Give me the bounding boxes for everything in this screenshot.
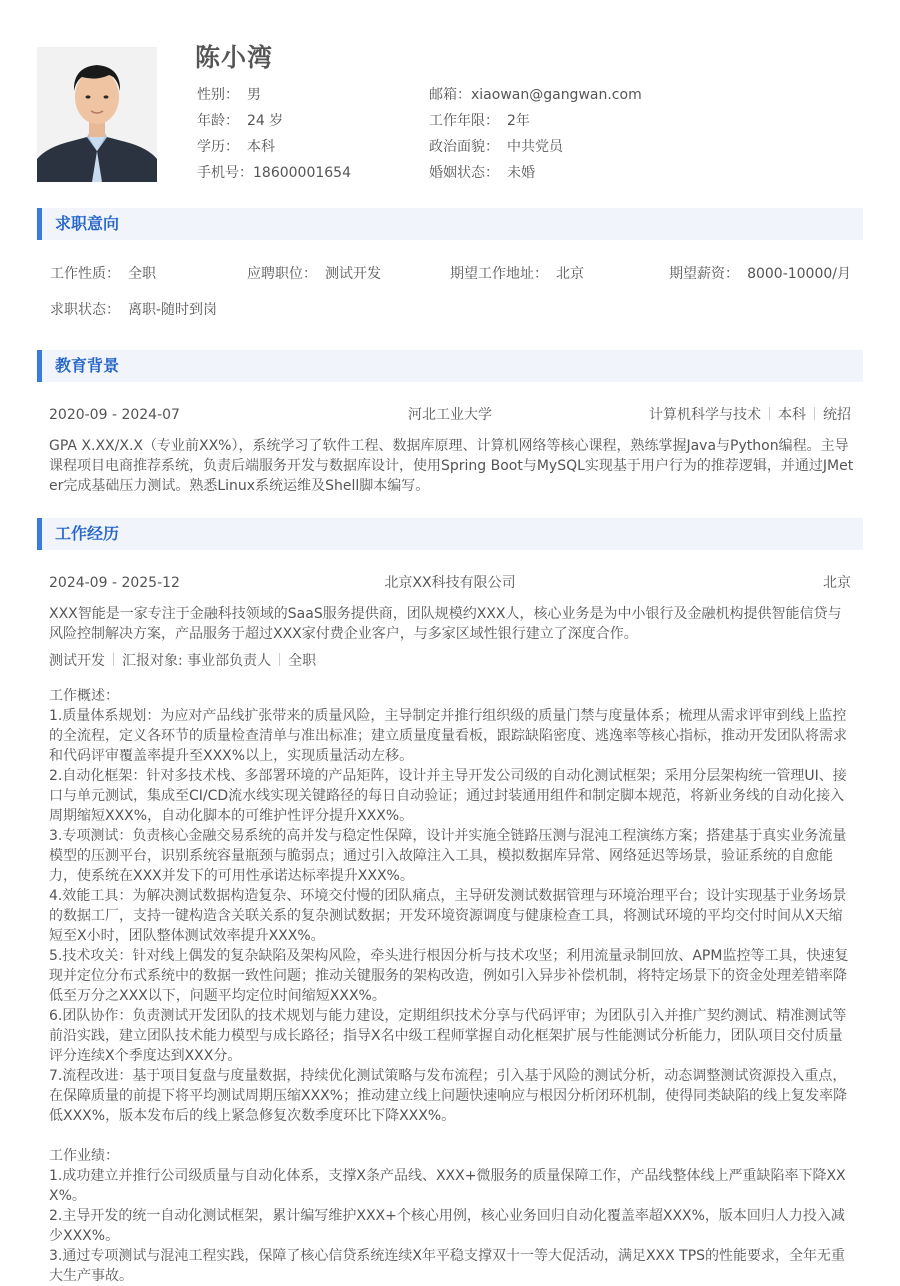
section-accent xyxy=(37,518,42,550)
education-details xyxy=(649,406,851,424)
education-description: GPA X.XX/X.X（专业前XX%），系统学习了软件工程、数据库原理、计算机网络等核心课程，熟练掌握Java与Python编程。主导课程项目电商推荐系统，负责后端服务开发与数据库设计，使用Spring Boot与MySQL实现基于用户行为的推荐逻辑，并通过JMeter完成基础压力测试。熟悉Linux系统运维及Shell脚本编写。 xyxy=(49,438,854,494)
achievement-item: 2.主导开发的统一自动化测试框架，累计编写维护XXX+个核心用例，核心业务回归自动化覆盖率超XXX%，版本回归人力投入减少XXX%。 xyxy=(49,1208,845,1244)
work-report-to: 汇报对象: 事业部负责人 xyxy=(122,653,272,669)
section-header-intention xyxy=(37,208,863,240)
achievements-title: 工作业绩： xyxy=(49,1148,119,1164)
job-salary-value: 8000-10000/月 xyxy=(747,266,851,282)
phone-field xyxy=(197,164,351,182)
political-value: 中共党员 xyxy=(507,139,563,155)
work-company xyxy=(0,574,900,592)
email-field xyxy=(429,86,642,104)
job-salary-label: 期望薪资： xyxy=(669,266,740,282)
work-role: 测试开发 xyxy=(49,653,105,669)
divider xyxy=(814,407,815,420)
overview-item: 5.技术攻关：针对线上偶发的复杂缺陷及架构风险，牵头进行根因分析与技术攻坚；利用流量录制回放、APM监控等工具，快速复现并定位分布式系统中的数据一致性问题；推动关键服务的架构改造，例如引入异步补偿机制，将特定场景下的资金处理差错率降低至万分之XXX以下，问题平均定位时间缩短XXX%。 xyxy=(49,948,849,1004)
gender-label: 性别： xyxy=(197,87,239,103)
overview-item: 7.流程改进：基于项目复盘与度量数据，持续优化测试策略与发布流程；引入基于风险的测试分析，动态调整测试资源投入重点，在保障质量的前提下将平均测试周期压缩XXX%；推动建立线上问题快速响应与根因分析闭环机制，使得同类缺陷的线上复发率降低XXX%，版本发布后的线上紧急修复次数季度环比下降XXX%。 xyxy=(49,1068,848,1124)
work-employment: 全职 xyxy=(288,653,317,669)
achievement-item: 1.成功建立并推行公司级质量与自动化体系，支撑X条产品线、XXX+微服务的质量保障工作，产品线整体线上严重缺陷率下降XXX%。 xyxy=(49,1168,846,1204)
work-city: 北京 xyxy=(823,575,851,591)
job-salary xyxy=(669,265,851,283)
education-value: 本科 xyxy=(247,139,275,155)
job-location-label: 期望工作地址： xyxy=(450,266,548,282)
marital-value: 未婚 xyxy=(507,165,535,181)
section-accent xyxy=(37,208,42,240)
work-period: 2024-09 - 2025-12 xyxy=(49,575,180,591)
job-position xyxy=(247,265,381,283)
email-value: xiaowan@gangwan.com xyxy=(471,87,642,103)
phone-label: 手机号： xyxy=(197,165,253,181)
gender-field xyxy=(197,86,261,104)
job-location-value: 北京 xyxy=(556,266,584,282)
job-position-label: 应聘职位： xyxy=(247,266,317,282)
education-degree: 本科 xyxy=(778,407,806,423)
job-location xyxy=(450,265,584,283)
email-label: 邮箱： xyxy=(429,87,471,103)
years-label: 工作年限： xyxy=(429,113,499,129)
education-label: 学历： xyxy=(197,139,239,155)
spacer xyxy=(49,1126,854,1146)
section-title: 教育背景 xyxy=(55,356,120,375)
work-overview xyxy=(49,686,854,1286)
company-intro: XXX智能是一家专注于金融科技领域的SaaS服务提供商，团队规模约XXX人，核心业务是为中小银行及金融机构提供智能信贷与风险控制解决方案，产品服务于超过XXX家付费企业客户，与多家区域性银行建立了深度合作。 xyxy=(49,606,842,642)
political-label: 政治面貌： xyxy=(429,139,499,155)
job-status xyxy=(50,301,217,319)
work-tags xyxy=(49,652,316,670)
candidate-name: 陈小湾 xyxy=(195,43,274,72)
phone-value: 18600001654 xyxy=(253,165,351,181)
overview-title: 工作概述： xyxy=(49,688,119,704)
overview-item: 3.专项测试：负责核心金融交易系统的高并发与稳定性保障，设计并实施全链路压测与混沌工程演练方案；搭建基于真实业务流量模型的压测平台，识别系统容量瓶颈与脆弱点；通过引入故障注入工具，模拟数据库异常、网络延迟等场景，验证系统的自愈能力，使系统在XXX并发下的可用性承诺达标率提升XXX%。 xyxy=(49,828,847,884)
years-field xyxy=(429,112,530,130)
education-field xyxy=(197,138,275,156)
section-header-work xyxy=(37,518,863,550)
education-school-name: 河北工业大学 xyxy=(408,407,492,423)
overview-item: 4.效能工具：为解决测试数据构造复杂、环境交付慢的团队痛点，主导研发测试数据管理与环境治理平台；设计实现基于业务场景的数据工厂，支持一键构造含关联关系的复杂测试数据；开发环境资源调度与健康检查工具，将测试环境的平均交付时间从X天缩短至X小时，团队整体测试效率提升XXX%。 xyxy=(49,888,847,944)
education-period: 2020-09 - 2024-07 xyxy=(49,407,180,423)
work-company-name: 北京XX科技有限公司 xyxy=(384,575,516,591)
gender-value: 男 xyxy=(247,87,261,103)
divider xyxy=(113,653,114,666)
job-nature-label: 工作性质： xyxy=(50,266,120,282)
marital-field xyxy=(429,164,535,182)
section-accent xyxy=(37,350,42,382)
job-nature-value: 全职 xyxy=(128,266,156,282)
achievement-item: 3.通过专项测试与混沌工程实践，保障了核心信贷系统连续X年平稳支撑双十一等大促活动，满足XXX TPS的性能要求，全年无重大生产事故。 xyxy=(49,1248,846,1284)
education-type: 统招 xyxy=(823,407,851,423)
portrait-photo xyxy=(37,47,157,182)
job-nature xyxy=(50,265,156,283)
job-position-value: 测试开发 xyxy=(325,266,381,282)
divider xyxy=(279,653,280,666)
overview-item: 2.自动化框架：针对多技术栈、多部署环境的产品矩阵，设计并主导开发公司级的自动化测试框架；采用分层架构统一管理UI、接口与单元测试，集成至CI/CD流水线实现关键路径的每日自动验证；通过封装通用组件和制定脚本规范，将新业务线的自动化接入周期缩短XXX%，自动化脚本的可维护性评分提升XXX%。 xyxy=(49,768,847,824)
age-value: 24 岁 xyxy=(247,113,284,129)
political-field xyxy=(429,138,563,156)
age-field xyxy=(197,112,283,130)
education-major: 计算机科学与技术 xyxy=(649,407,761,423)
years-value: 2年 xyxy=(507,113,530,129)
job-status-value: 离职-随时到岗 xyxy=(128,302,218,318)
section-title: 求职意向 xyxy=(55,214,120,233)
divider xyxy=(769,407,770,420)
job-status-label: 求职状态： xyxy=(50,302,120,318)
section-title: 工作经历 xyxy=(55,524,120,543)
section-header-education xyxy=(37,350,863,382)
marital-label: 婚姻状态： xyxy=(429,165,499,181)
age-label: 年龄： xyxy=(197,113,239,129)
overview-item: 6.团队协作：负责测试开发团队的技术规划与能力建设，定期组织技术分享与代码评审；为团队引入并推广契约测试、精准测试等前沿实践，建立团队技术能力模型与成长路径；指导X名中级工程师掌握自动化框架扩展与性能测试分析能力，团队项目交付质量评分连续X个季度达到XXX分。 xyxy=(49,1008,847,1064)
overview-item: 1.质量体系规划：为应对产品线扩张带来的质量风险，主导制定并推行组织级的质量门禁与度量体系；梳理从需求评审到线上监控的全流程，定义各环节的质量检查清单与准出标准；建立质量度量看板，跟踪缺陷密度、逃逸率等核心指标，推动开发团队将需求和代码评审覆盖率提升至XXX%以上，实现质量活动左移。 xyxy=(49,708,847,764)
